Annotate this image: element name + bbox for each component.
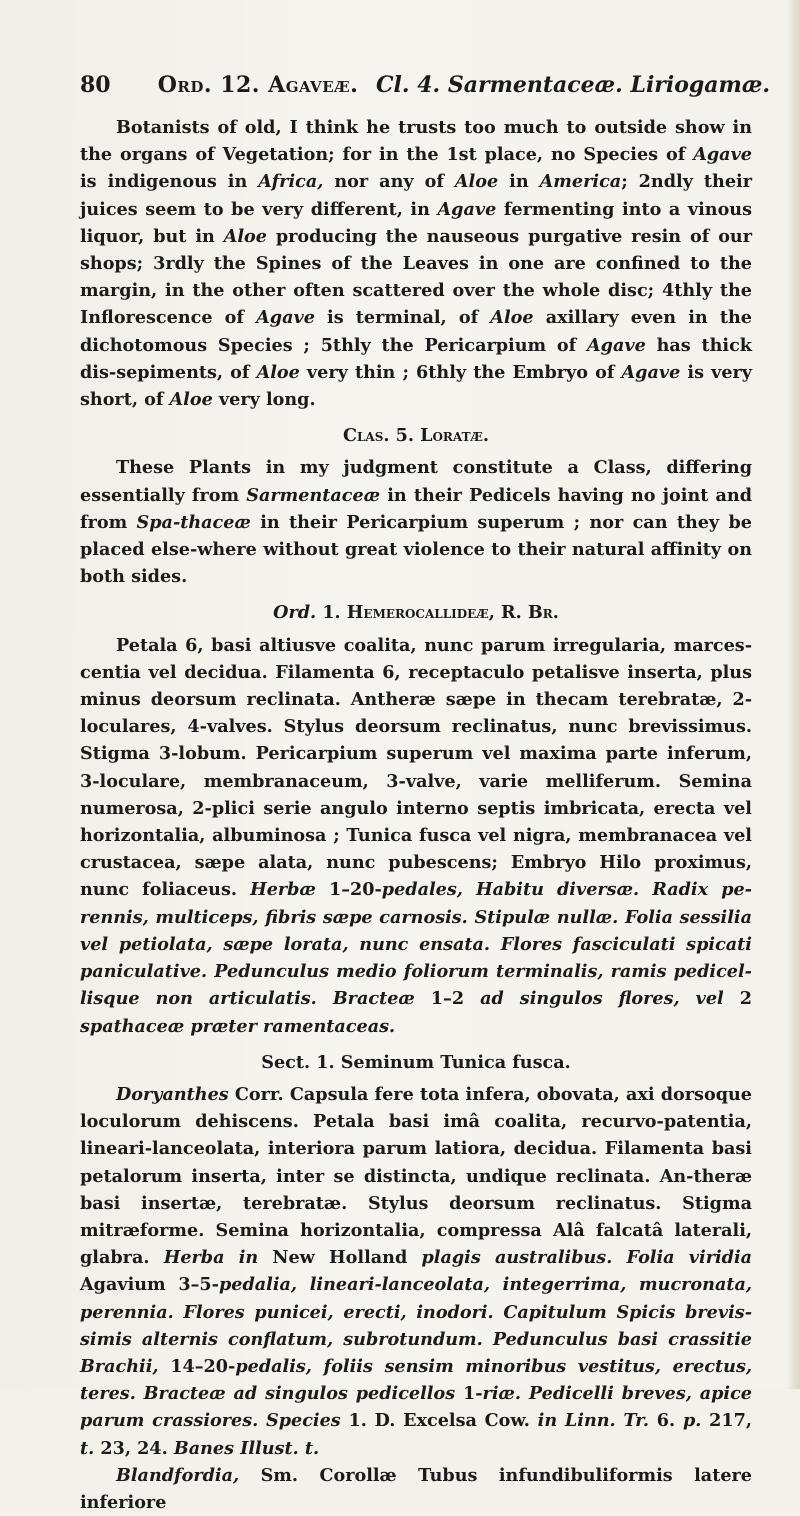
section-heading: Sect. 1. Seminum Tunica fusca. [261,1051,571,1073]
page-body [80,114,752,1516]
order-heading: Ord. 1. Hemerocallideæ, R. Br. [273,602,559,624]
header-order: Ord. 12. Agaveæ. [157,72,359,98]
class-heading: Clas. 5. Loratæ. [342,425,490,447]
paragraph-doryanthes: Doryanthes Corr. Capsula fere tota infera, obovata, axi dorsoque loculorum dehiscens. Petala basi imâ coalita, recurvo-patentia, lineari-lanceolata, interiora parum latiora, decidua. Filamenta basi petalorum inserta, inter se distincta, undique reclinata. An-theræ basi insertæ, terebratæ. Stylus deorsum reclinatus. Stigma mitræforme. Semina horizontalia, compressa Alâ falcatâ laterali, glabra. Herba in New Holland plagis australibus. Folia viridia Agavium 3–5-pedalia, lineari-lanceolata, integerrima, mucronata, perennia. Flores punicei, erecti, inodori. Capitulum Spicis brevis-simis alternis conflatum, subrotundum. Pedunculus basi crassitie Brachii, 14–20-pedalis, foliis sensim minoribus vestitus, erectus, teres. Bracteæ ad singulos pedicellos 1-riæ. Pedicelli breves, apice parum crassiores. Species 1. D. Excelsa Cow. in Linn. Tr. 6. p. 217, t. 23, 24. Banes Illust. t. [80,1083,753,1459]
running-header [80,72,770,98]
paragraph-botanists: Botanists of old, I think he trusts too much to outside show in the organs of Vegetation; for in the 1st place, no Species of Agave is indigenous in Africa, nor any of Aloe in America; 2ndly their juices seem to be very different, in Agave fermenting into a vinous liquor, but in Aloe producing the nauseous purgative resin of our shops; 3rdly the Spines of the Leaves in one are confined to the margin, in the other often scattered over the whole disc; 4thly the Inflorescence of Agave is terminal, of Aloe axillary even in the dichotomous Species ; 5thly the Pericarpium of Agave has thick dis-sepiments, of Aloe very thin ; 6thly the Embryo of Agave is very short, of Aloe very long. [80,117,753,411]
paragraph-blandfordia: Blandfordia, Sm. Corollæ Tubus infundibuliformis latere inferiore [80,1464,752,1513]
header-class: Cl. 4. Sarmentaceæ. Liriogamæ. [376,72,770,98]
page-edge-shadow [786,0,800,1389]
paragraph-order-description: Petala 6, basi altiusve coalita, nunc parum irregularia, marces-centia vel decidua. Filamenta 6, receptaculo petalisve inserta, plus minus deorsum reclinata. Antheræ sæpe in thecam terebratæ, 2-loculares, 4-valves. Stylus deorsum reclinatus, nunc brevissimus. Stigma 3-lobum. Pericarpium superum vel maxima parte inferum, 3-loculare, membranaceum, 3-valve, varie melliferum. Semina numerosa, 2-plici serie angulo interno septis imbricata, erecta vel horizontalia, albuminosa ; Tunica fusca vel nigra, membranacea vel crustacea, sæpe alata, nunc pubescens; Embryo Hilo proximus, nunc foliaceus. Herbæ 1–20-pedales, Habitu diversæ. Radix pe-rennis, multiceps, fibris sæpe carnosis. Stipulæ nullæ. Folia sessilia vel petiolata, sæpe lorata, nunc ensata. Flores fasciculati spicati paniculative. Pedunculus medio foliorum terminalis, ramis pedicel-lisque non articulatis. Bracteæ 1–2 ad singulos flores, vel 2 spathaceæ præter ramentaceas. [80,634,753,1037]
paragraph-class-description: These Plants in my judgment constitute a Class, differing essentially from Sarmentaceæ in their Pedicels having no joint and from Spa-thaceæ in their Pericarpium superum ; nor can they be placed else-where without great violence to their natural affinity on both sides. [80,457,753,588]
page-number: 80 [80,72,111,98]
